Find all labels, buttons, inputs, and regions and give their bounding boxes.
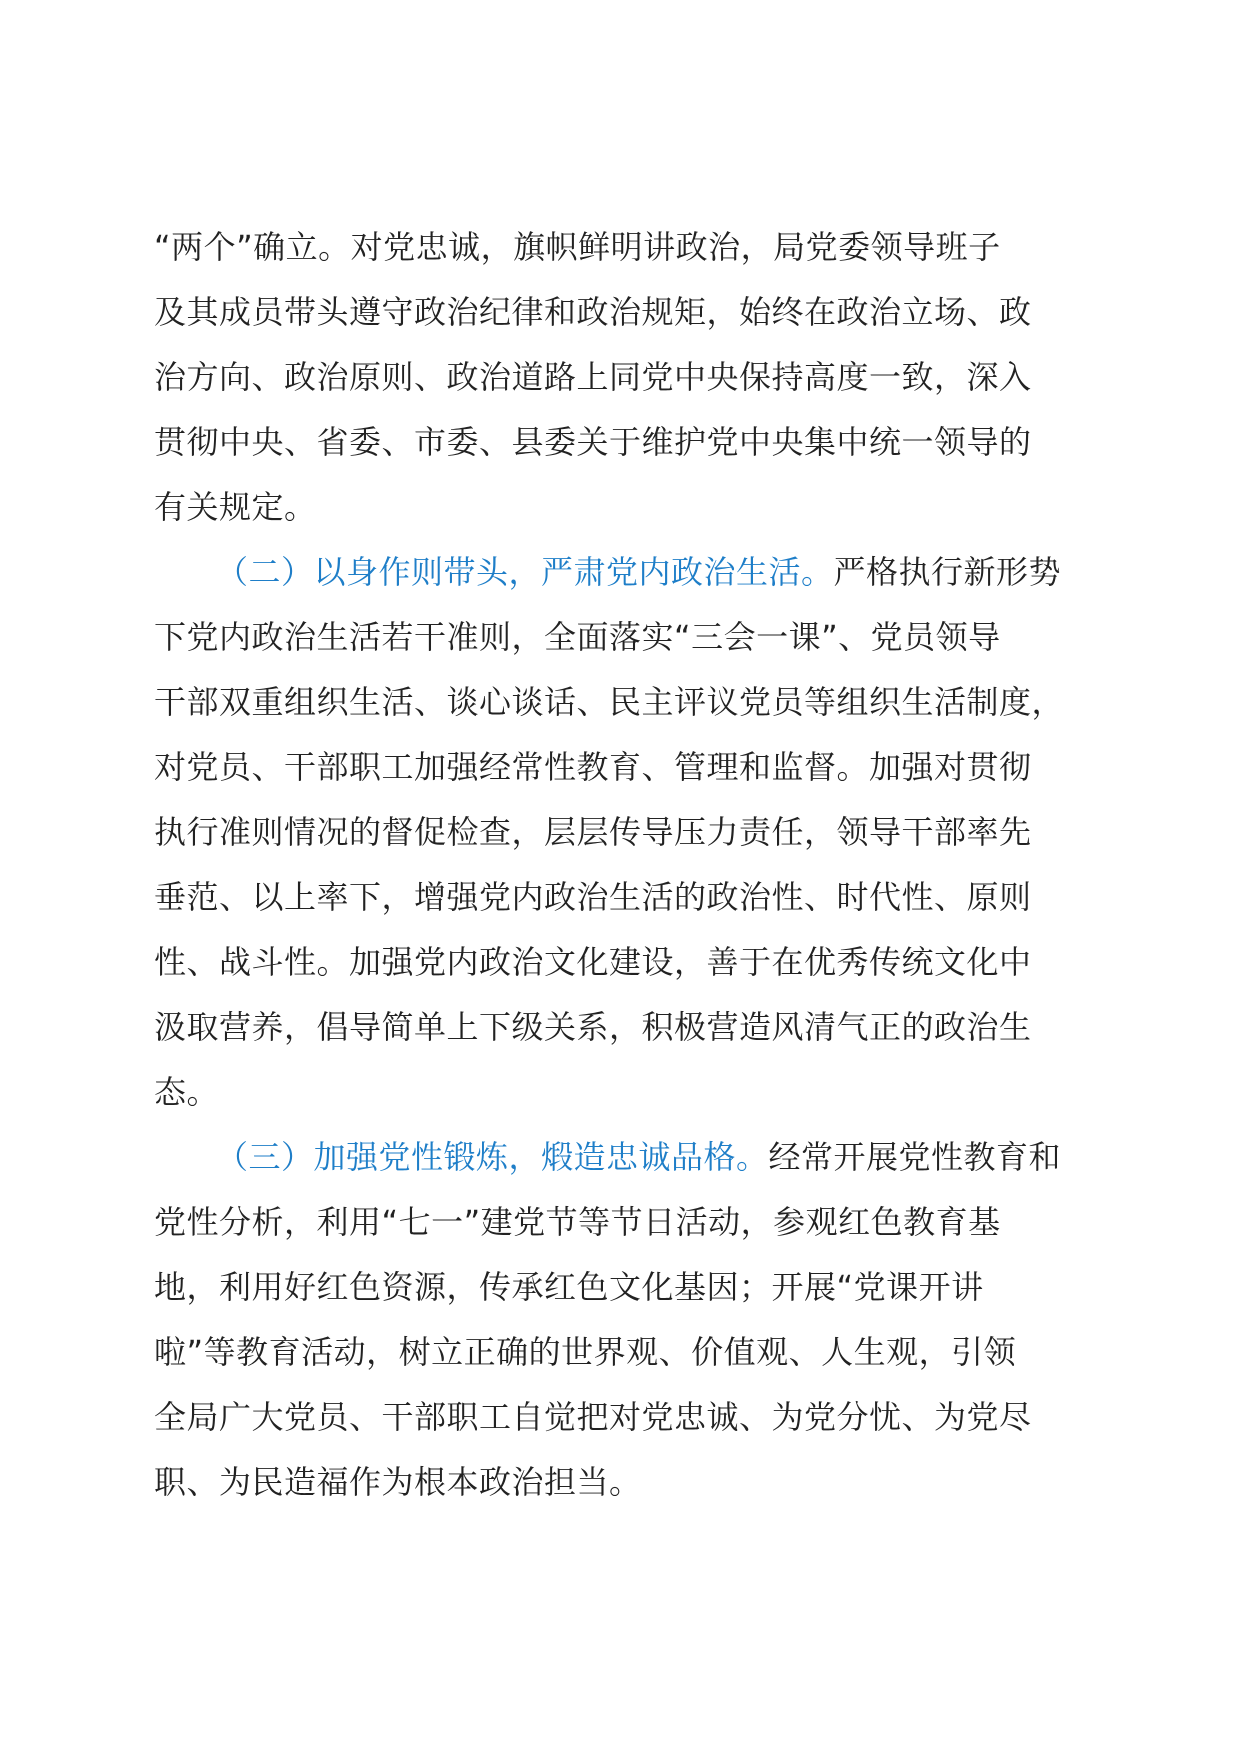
paragraph-line: 性、战斗性。加强党内政治文化建设，善于在优秀传统文化中 xyxy=(154,943,1032,981)
paragraph-line: 党性分析，利用“七一”建党节等节日活动，参观红色教育基 xyxy=(154,1203,1001,1241)
paragraph-line: 治方向、政治原则、政治道路上同党中央保持高度一致，深入 xyxy=(154,358,1032,396)
paragraph-text: 经常开展党性教育和 xyxy=(768,1138,1062,1176)
paragraph-first-line xyxy=(154,540,1089,605)
paragraph-line: 贯彻中央、省委、市委、县委关于维护党中央集中统一领导的 xyxy=(154,423,1032,461)
paragraph-line: 有关规定。 xyxy=(154,488,317,526)
paragraph-line: 态。 xyxy=(154,1073,220,1111)
paragraph-line: “两个”确立。对党忠诚，旗帜鲜明讲政治，局党委领导班子 xyxy=(154,228,1001,266)
paragraph-line: 及其成员带头遵守政治纪律和政治规矩，始终在政治立场、政 xyxy=(154,293,1032,331)
paragraph-line: 下党内政治生活若干准则，全面落实“三会一课”、党员领导 xyxy=(154,618,1001,656)
paragraph-line: 对党员、干部职工加强经常性教育、管理和监督。加强对贯彻 xyxy=(154,748,1032,786)
paragraph-text: 严格执行新形势 xyxy=(833,553,1062,591)
paragraph-1 xyxy=(154,215,1089,540)
paragraph-line: 执行准则情况的督促检查，层层传导压力责任，领导干部率先 xyxy=(154,813,1032,851)
document-body xyxy=(154,215,1089,1515)
paragraph-3 xyxy=(154,1125,1089,1515)
paragraph-line: 职、为民造福作为根本政治担当。 xyxy=(154,1463,642,1501)
paragraph-line: 干部双重组织生活、谈心谈话、民主评议党员等组织生活制度， xyxy=(154,683,1065,721)
section-heading-3: （三）加强党性锻炼，煅造忠诚品格。 xyxy=(216,1138,769,1176)
paragraph-2 xyxy=(154,540,1089,1125)
paragraph-line: 垂范、以上率下，增强党内政治生活的政治性、时代性、原则 xyxy=(154,878,1032,916)
paragraph-line: 全局广大党员、干部职工自觉把对党忠诚、为党分忧、为党尽 xyxy=(154,1398,1032,1436)
paragraph-line: 啦”等教育活动，树立正确的世界观、价值观、人生观，引领 xyxy=(154,1333,1017,1371)
paragraph-line: 地，利用好红色资源，传承红色文化基因；开展“党课开讲 xyxy=(154,1268,984,1306)
paragraph-first-line xyxy=(154,1125,1089,1190)
paragraph-line: 汲取营养，倡导简单上下级关系，积极营造风清气正的政治生 xyxy=(154,1008,1032,1046)
section-heading-2: （二）以身作则带头，严肃党内政治生活。 xyxy=(216,553,834,591)
